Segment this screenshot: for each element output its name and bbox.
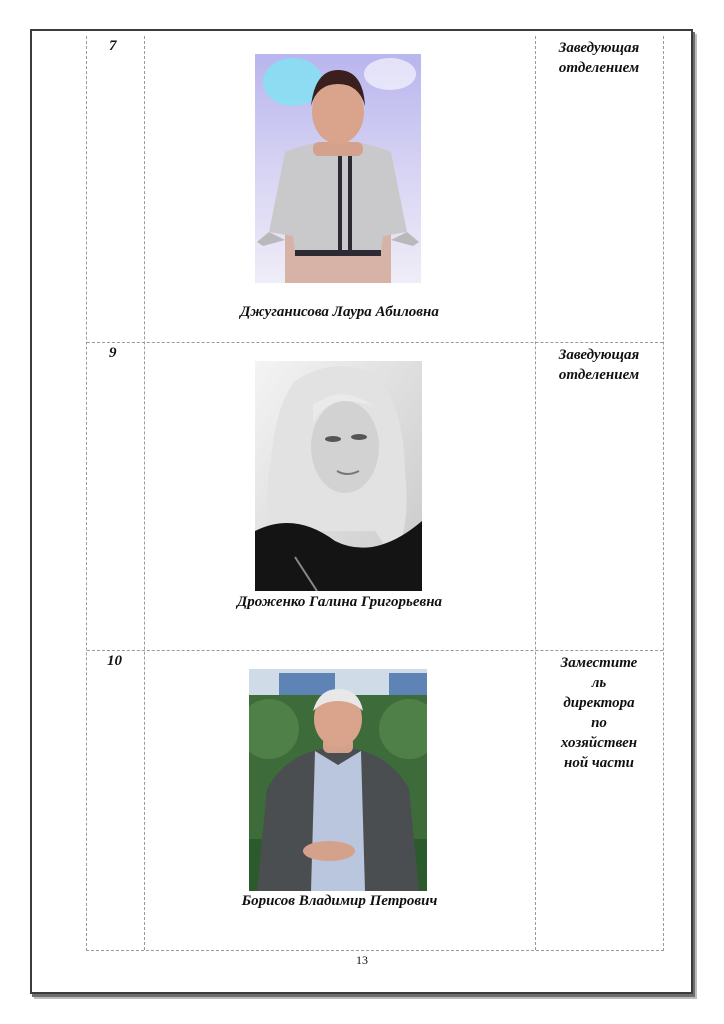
person-name: Борисов Владимир Петрович bbox=[241, 893, 438, 909]
position-line: отделением bbox=[558, 367, 640, 383]
position-line: Заведующая bbox=[558, 347, 640, 363]
position-line: директора bbox=[563, 695, 635, 711]
person-name: Джуганисова Лаура Абиловна bbox=[240, 304, 439, 320]
person-name: Дроженко Галина Григорьевна bbox=[236, 594, 443, 610]
position-line: ной части bbox=[564, 755, 634, 771]
row-number: 7 bbox=[109, 38, 117, 54]
row-divider bbox=[87, 342, 663, 343]
photo-portrait-3 bbox=[249, 669, 427, 891]
staff-table bbox=[86, 36, 664, 951]
position-line: отделением bbox=[558, 60, 640, 76]
position-line: Заместите bbox=[560, 655, 638, 671]
position-line: хозяйствен bbox=[560, 735, 638, 751]
photo-portrait-2 bbox=[255, 361, 422, 591]
row-divider bbox=[87, 650, 663, 651]
position-line: Заведующая bbox=[558, 40, 640, 56]
position-title bbox=[535, 38, 663, 78]
column-divider bbox=[535, 36, 536, 950]
row-number: 10 bbox=[107, 653, 122, 669]
photo-portrait-1 bbox=[255, 54, 421, 283]
position-title bbox=[535, 345, 663, 385]
position-line: по bbox=[591, 715, 607, 731]
column-divider bbox=[144, 36, 145, 950]
page-number: 13 bbox=[356, 953, 368, 967]
position-title bbox=[535, 653, 663, 773]
row-number: 9 bbox=[109, 345, 117, 361]
position-line: ль bbox=[591, 675, 607, 691]
